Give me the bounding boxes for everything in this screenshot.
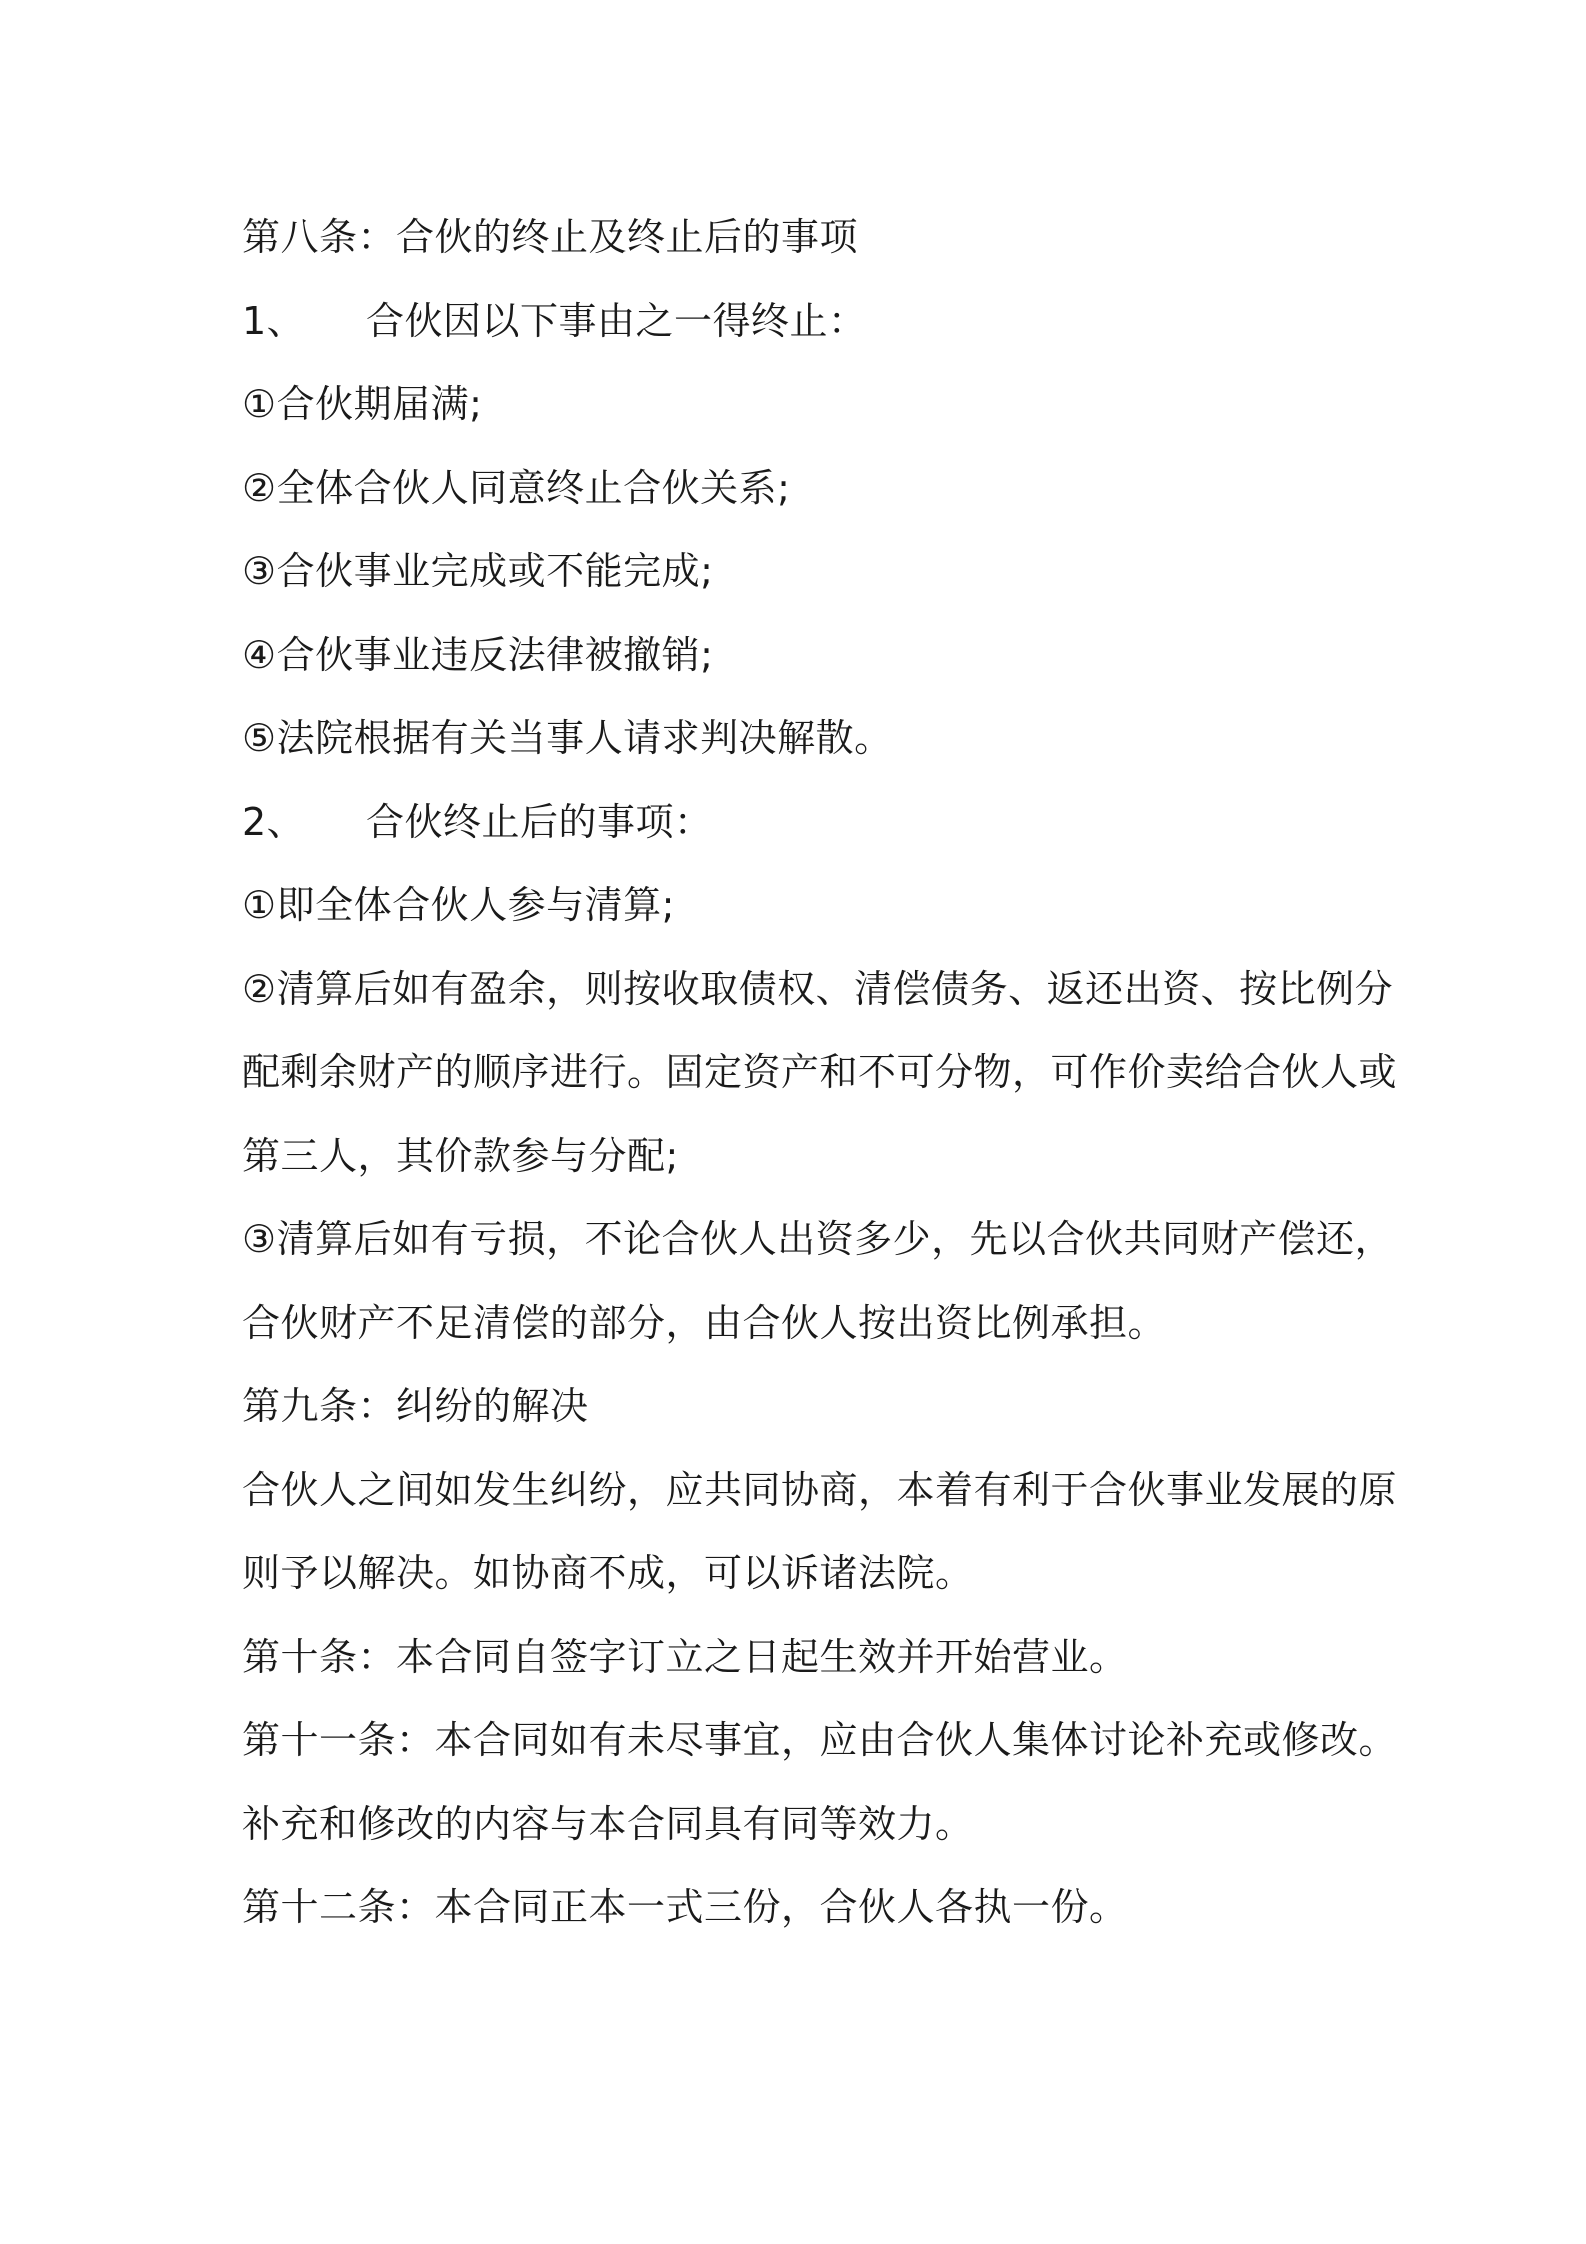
article10: 第十条：本合同自签字订立之日起生效并开始营业。 — [242, 1634, 1128, 1679]
section1-text: 合伙因以下事由之一得终止： — [366, 298, 867, 343]
section2-item-1: ①即全体合伙人参与清算; — [242, 883, 675, 927]
article8-title: 第八条：合伙的终止及终止后的事项 — [242, 215, 859, 259]
section2-text: 合伙终止后的事项： — [366, 799, 713, 844]
section1-item-4: ④合伙事业违反法律被撤销; — [242, 632, 714, 677]
section2-item-2-line-2: 配剩余财产的顺序进行。固定资产和不可分物，可作价卖给合伙人或 — [242, 1050, 1398, 1094]
article9-title: 第九条：纠纷的解决 — [242, 1384, 589, 1428]
section2-heading — [242, 781, 1372, 865]
article12: 第十二条：本合同正本一式三份，合伙人各执一份。 — [242, 1885, 1128, 1929]
article11-line-2: 补充和修改的内容与本合同具有同等效力。 — [242, 1801, 974, 1846]
section1-item-1: ①合伙期届满; — [242, 382, 483, 426]
section2-item-3-line-2: 合伙财产不足清偿的部分，由合伙人按出资比例承担。 — [242, 1300, 1167, 1345]
section2-item-2-line-3: 第三人，其价款参与分配; — [242, 1133, 679, 1178]
section1-heading — [242, 280, 1372, 364]
section1-item-3: ③合伙事业完成或不能完成; — [242, 549, 714, 593]
section1-item-2: ②全体合伙人同意终止合伙关系; — [242, 465, 791, 510]
article9-line-1: 合伙人之间如发生纠纷，应共同协商，本着有利于合伙事业发展的原 — [242, 1467, 1398, 1512]
section2-number: 2、 — [242, 799, 306, 844]
article11-line-1: 第十一条：本合同如有未尽事宜，应由合伙人集体讨论补充或修改。 — [242, 1718, 1398, 1762]
section1-item-5: ⑤法院根据有关当事人请求判决解散。 — [242, 716, 893, 760]
section1-number: 1、 — [242, 298, 306, 343]
section2-item-3-line-1: ③清算后如有亏损，不论合伙人出资多少，先以合伙共同财产偿还， — [242, 1217, 1394, 1261]
section2-item-2-line-1: ②清算后如有盈余，则按收取债权、清偿债务、返还出资、按比例分 — [242, 966, 1394, 1011]
document-page — [242, 196, 1398, 1950]
article9-line-2: 则予以解决。如协商不成，可以诉诸法院。 — [242, 1551, 974, 1595]
